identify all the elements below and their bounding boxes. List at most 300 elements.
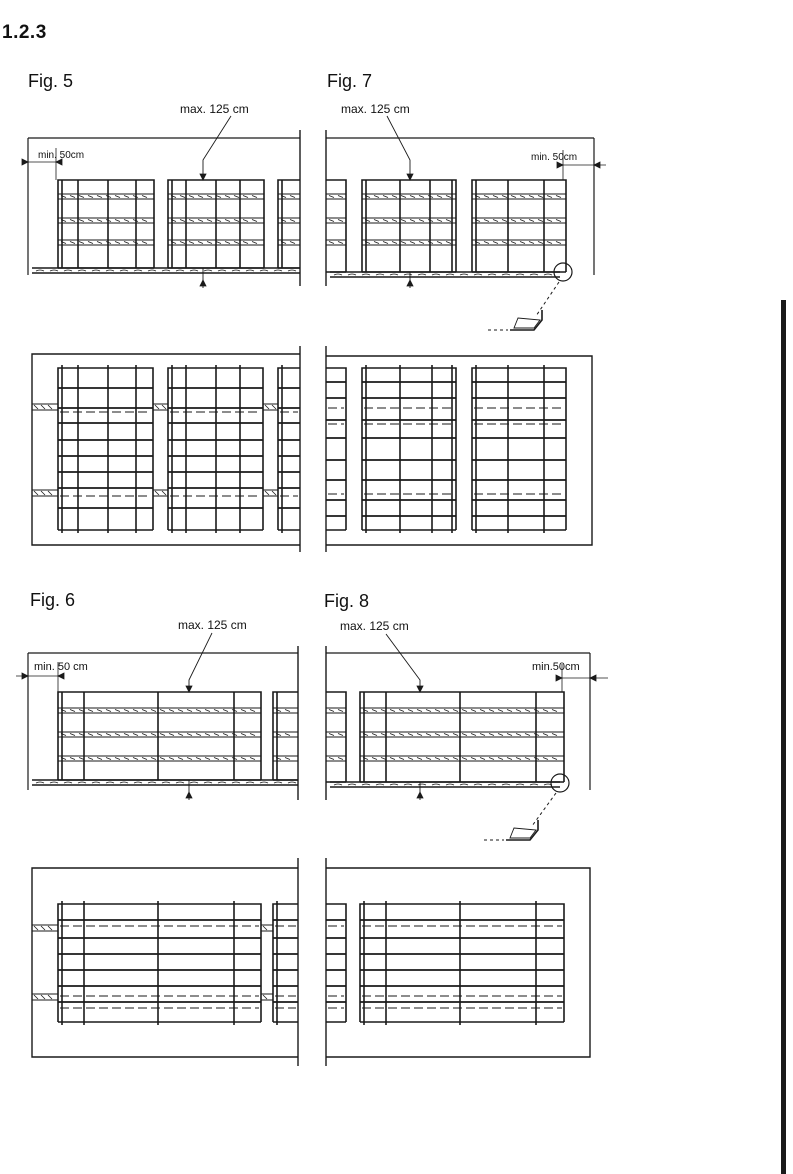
wood-grain	[162, 270, 170, 271]
strap-texture	[97, 710, 102, 712]
wood-grain	[516, 274, 524, 275]
strap-texture	[106, 758, 111, 760]
strap-texture	[214, 758, 219, 760]
strap-texture	[372, 710, 377, 712]
strap-texture	[142, 758, 147, 760]
strap-texture	[329, 220, 334, 222]
detail-leader	[532, 793, 556, 826]
stack-outline	[360, 904, 564, 1022]
strap-texture	[189, 242, 194, 244]
strap-texture	[399, 710, 404, 712]
strap-texture	[502, 220, 507, 222]
fig7-max-label: max. 125 cm	[341, 102, 410, 116]
strap-texture	[543, 734, 548, 736]
max-dim-leader	[386, 634, 420, 692]
strap-texture	[446, 220, 451, 222]
fig8-top-view	[326, 858, 590, 1066]
strap-texture	[525, 710, 530, 712]
wood-grain	[218, 270, 226, 271]
strap-texture	[223, 758, 228, 760]
wood-grain	[418, 274, 426, 275]
strap-texture	[374, 196, 379, 198]
max-dim-leader	[203, 116, 231, 180]
strap-texture	[520, 220, 525, 222]
strap-texture	[498, 758, 503, 760]
wood-grain	[148, 270, 156, 271]
strap-texture	[241, 734, 246, 736]
strap-texture	[207, 220, 212, 222]
strap-texture	[223, 734, 228, 736]
strap-texture	[493, 242, 498, 244]
strap-texture	[410, 242, 415, 244]
strap-texture	[511, 220, 516, 222]
strap-texture	[97, 220, 102, 222]
wood-grain	[148, 782, 156, 783]
wood-grain	[78, 782, 86, 783]
strap-texture	[552, 710, 557, 712]
strap-texture	[338, 196, 343, 198]
wood-grain	[418, 784, 426, 785]
strap-texture	[142, 734, 147, 736]
strap-texture	[435, 758, 440, 760]
strap-texture	[390, 734, 395, 736]
strap-texture	[408, 710, 413, 712]
fig6-max-label: max. 125 cm	[178, 618, 247, 632]
strap-texture	[484, 196, 489, 198]
strap-texture	[285, 734, 290, 736]
strap-texture	[471, 758, 476, 760]
fig5-label: Fig. 5	[28, 71, 74, 91]
strap-texture	[408, 734, 413, 736]
strap-texture	[243, 242, 248, 244]
strap-texture	[437, 196, 442, 198]
stack-outline	[58, 692, 261, 780]
strap-texture	[97, 196, 102, 198]
detail-circle	[551, 774, 569, 792]
rope-texture	[263, 926, 267, 930]
strap-texture	[142, 220, 147, 222]
wood-grain	[36, 782, 44, 783]
strap-texture	[252, 196, 257, 198]
strap-texture	[187, 710, 192, 712]
strap-texture	[207, 196, 212, 198]
wood-grain	[460, 784, 468, 785]
wood-grain	[232, 782, 240, 783]
strap-texture	[435, 710, 440, 712]
strap-texture	[520, 242, 525, 244]
strap-texture	[516, 734, 521, 736]
strap-texture	[419, 196, 424, 198]
fig5-side-view	[22, 116, 300, 288]
max-dim-leader	[189, 633, 212, 692]
wood-grain	[502, 784, 510, 785]
rope-texture	[48, 995, 52, 999]
strap-texture	[498, 734, 503, 736]
strap-texture	[419, 242, 424, 244]
strap-texture	[250, 758, 255, 760]
rope-texture	[263, 995, 267, 999]
strap-texture	[124, 734, 129, 736]
wood-grain	[120, 270, 128, 271]
strap-texture	[151, 734, 156, 736]
wood-grain	[204, 782, 212, 783]
arrow-head	[407, 280, 413, 286]
stack-outline	[472, 368, 566, 530]
stack-outline	[326, 368, 346, 530]
wood-grain	[474, 274, 482, 275]
strap-texture	[417, 734, 422, 736]
strap-texture	[225, 196, 230, 198]
strap-texture	[401, 196, 406, 198]
strap-texture	[115, 242, 120, 244]
strap-texture	[329, 758, 334, 760]
strap-texture	[142, 242, 147, 244]
strap-texture	[480, 734, 485, 736]
rope-texture	[34, 491, 38, 495]
wood-grain	[232, 270, 240, 271]
strap-texture	[88, 734, 93, 736]
strap-texture	[556, 220, 561, 222]
wood-grain	[190, 270, 198, 271]
wood-grain	[64, 782, 72, 783]
stack-outline	[58, 904, 261, 1022]
wood-grain	[106, 270, 114, 271]
strap-texture	[437, 242, 442, 244]
wood-grain	[176, 782, 184, 783]
strap-texture	[444, 758, 449, 760]
strap-texture	[124, 242, 129, 244]
fig5-min-label: min. 50cm	[38, 150, 85, 161]
wood-grain	[50, 782, 58, 783]
strap-texture	[250, 734, 255, 736]
wood-grain	[488, 784, 496, 785]
section-number: 1.2.3	[2, 22, 47, 43]
wood-grain	[530, 274, 538, 275]
fig8-min-label: min.50cm	[532, 661, 580, 673]
strap-texture	[329, 710, 334, 712]
strap-texture	[529, 242, 534, 244]
strap-texture	[507, 710, 512, 712]
strap-texture	[198, 196, 203, 198]
strap-texture	[160, 734, 165, 736]
strap-texture	[178, 710, 183, 712]
arrow-head	[22, 159, 28, 165]
wood-grain	[50, 270, 58, 271]
strap-texture	[383, 242, 388, 244]
strap-texture	[225, 242, 230, 244]
wood-grain	[120, 782, 128, 783]
strap-texture	[453, 734, 458, 736]
wood-grain	[362, 274, 370, 275]
rope-texture	[265, 491, 269, 495]
strap-texture	[133, 734, 138, 736]
arrow-head	[556, 675, 562, 681]
strap-texture	[529, 196, 534, 198]
arrow-head	[407, 174, 413, 180]
strap-texture	[252, 220, 257, 222]
strap-texture	[372, 758, 377, 760]
strap-texture	[401, 242, 406, 244]
strap-texture	[338, 734, 343, 736]
rope-texture	[41, 926, 45, 930]
strap-texture	[241, 710, 246, 712]
stack-outline	[362, 368, 456, 530]
strap-texture	[223, 710, 228, 712]
strap-texture	[338, 710, 343, 712]
rope-texture	[48, 926, 52, 930]
strap-texture	[417, 710, 422, 712]
strap-texture	[88, 710, 93, 712]
wood-grain	[260, 782, 268, 783]
wood-grain	[488, 274, 496, 275]
strap-texture	[547, 220, 552, 222]
detail-leader	[536, 282, 559, 316]
strap-texture	[525, 758, 530, 760]
strap-texture	[252, 242, 257, 244]
strap-texture	[285, 710, 290, 712]
strap-texture	[426, 734, 431, 736]
fig6-side-view	[16, 633, 298, 800]
fig6-top-view	[32, 858, 298, 1066]
wood-grain	[348, 274, 356, 275]
strap-texture	[453, 758, 458, 760]
wood-grain	[348, 784, 356, 785]
strap-texture	[507, 758, 512, 760]
wood-grain	[404, 274, 412, 275]
strap-texture	[338, 758, 343, 760]
strap-texture	[453, 710, 458, 712]
strap-texture	[160, 710, 165, 712]
strap-texture	[70, 710, 75, 712]
wood-grain	[92, 782, 100, 783]
strap-texture	[529, 220, 534, 222]
strap-texture	[392, 242, 397, 244]
stack-outline	[58, 180, 154, 268]
strap-texture	[234, 196, 239, 198]
wood-grain	[176, 270, 184, 271]
strap-texture	[462, 758, 467, 760]
rope-texture	[48, 491, 52, 495]
wood-grain	[288, 270, 296, 271]
wood-grain	[334, 784, 342, 785]
strap-texture	[538, 196, 543, 198]
strap-texture	[234, 242, 239, 244]
strap-texture	[511, 196, 516, 198]
strap-texture	[290, 196, 295, 198]
wood-grain	[474, 784, 482, 785]
rope-texture	[34, 926, 38, 930]
strap-texture	[214, 710, 219, 712]
strap-texture	[547, 242, 552, 244]
arrow-head	[186, 792, 192, 798]
wood-grain	[36, 270, 44, 271]
strap-texture	[70, 734, 75, 736]
strap-texture	[516, 758, 521, 760]
strap-texture	[285, 758, 290, 760]
wood-grain	[274, 270, 282, 271]
strap-texture	[484, 242, 489, 244]
strap-texture	[338, 220, 343, 222]
rope-texture	[162, 491, 166, 495]
strap-texture	[115, 220, 120, 222]
strap-texture	[399, 758, 404, 760]
strap-texture	[338, 242, 343, 244]
wood-grain	[460, 274, 468, 275]
strap-texture	[196, 758, 201, 760]
strap-texture	[525, 734, 530, 736]
strap-texture	[225, 220, 230, 222]
stack-outline	[58, 368, 153, 530]
strap-texture	[198, 242, 203, 244]
strap-texture	[556, 196, 561, 198]
wood-grain	[390, 784, 398, 785]
strap-texture	[88, 758, 93, 760]
strap-texture	[115, 758, 120, 760]
strap-texture	[408, 758, 413, 760]
frame	[32, 868, 298, 1057]
strap-texture	[198, 220, 203, 222]
strap-texture	[410, 196, 415, 198]
strap-texture	[489, 710, 494, 712]
arrow-head	[594, 162, 600, 168]
wood-grain	[404, 784, 412, 785]
strap-texture	[88, 220, 93, 222]
fig8-label: Fig. 8	[324, 591, 370, 611]
strap-texture	[399, 734, 404, 736]
strap-texture	[372, 734, 377, 736]
wood-grain	[288, 782, 296, 783]
strap-texture	[552, 734, 557, 736]
strap-texture	[151, 758, 156, 760]
strap-texture	[169, 758, 174, 760]
strap-texture	[70, 220, 75, 222]
strap-texture	[489, 734, 494, 736]
rope-texture	[162, 405, 166, 409]
strap-texture	[115, 710, 120, 712]
strap-texture	[142, 196, 147, 198]
strap-texture	[79, 242, 84, 244]
strap-texture	[426, 710, 431, 712]
page-edge-shadow	[781, 300, 786, 1174]
frame	[326, 868, 590, 1057]
wood-grain	[432, 784, 440, 785]
stack-outline	[326, 904, 346, 1022]
strap-texture	[446, 242, 451, 244]
strap-texture	[133, 710, 138, 712]
strap-texture	[205, 734, 210, 736]
strap-texture	[538, 220, 543, 222]
rope-texture	[265, 405, 269, 409]
strap-texture	[480, 710, 485, 712]
strap-texture	[390, 758, 395, 760]
fig5-top-view	[32, 346, 300, 552]
rope-texture	[272, 405, 276, 409]
strap-texture	[115, 196, 120, 198]
wood-grain	[362, 784, 370, 785]
strap-texture	[507, 734, 512, 736]
wood-grain	[432, 274, 440, 275]
strap-texture	[124, 220, 129, 222]
strap-texture	[97, 734, 102, 736]
fig6-min-label: min. 50 cm	[34, 661, 88, 673]
strap-texture	[444, 734, 449, 736]
strap-texture	[180, 242, 185, 244]
strap-texture	[115, 734, 120, 736]
rope-texture	[41, 405, 45, 409]
rope-texture	[34, 995, 38, 999]
strap-texture	[426, 758, 431, 760]
strap-texture	[543, 710, 548, 712]
strap-texture	[401, 220, 406, 222]
strap-texture	[88, 196, 93, 198]
strap-texture	[329, 196, 334, 198]
wood-grain	[516, 784, 524, 785]
strap-texture	[498, 710, 503, 712]
strap-texture	[471, 710, 476, 712]
wood-grain	[134, 782, 142, 783]
wood-grain	[390, 274, 398, 275]
wood-grain	[376, 784, 384, 785]
wood-grain	[64, 270, 72, 271]
strap-texture	[484, 220, 489, 222]
wood-grain	[544, 274, 552, 275]
fig7-min-label: min. 50cm	[531, 152, 578, 163]
strap-texture	[329, 242, 334, 244]
strap-texture	[556, 242, 561, 244]
strap-texture	[538, 242, 543, 244]
max-dim-leader	[387, 116, 410, 180]
wood-grain	[78, 270, 86, 271]
fig8-max-label: max. 125 cm	[340, 619, 409, 633]
strap-texture	[207, 242, 212, 244]
wood-grain	[446, 784, 454, 785]
strap-texture	[241, 758, 246, 760]
strap-texture	[462, 734, 467, 736]
fig6-label: Fig. 6	[30, 590, 76, 610]
strap-texture	[142, 710, 147, 712]
strap-texture	[552, 758, 557, 760]
arrow-head	[417, 792, 423, 798]
strap-texture	[187, 758, 192, 760]
wood-grain	[106, 782, 114, 783]
strap-texture	[205, 710, 210, 712]
rope-texture	[155, 491, 159, 495]
strap-texture	[180, 196, 185, 198]
strap-texture	[70, 758, 75, 760]
strap-texture	[196, 710, 201, 712]
wood-grain	[190, 782, 198, 783]
strap-texture	[471, 734, 476, 736]
strap-texture	[480, 758, 485, 760]
rope-texture	[41, 995, 45, 999]
strap-texture	[435, 734, 440, 736]
wood-grain	[246, 782, 254, 783]
strap-texture	[70, 196, 75, 198]
strap-texture	[187, 734, 192, 736]
arrow-head	[58, 673, 64, 679]
wood-grain	[204, 270, 212, 271]
wood-grain	[334, 274, 342, 275]
strap-texture	[124, 758, 129, 760]
strap-texture	[437, 220, 442, 222]
strap-texture	[489, 758, 494, 760]
strap-texture	[250, 710, 255, 712]
wood-grain	[446, 274, 454, 275]
strap-texture	[383, 220, 388, 222]
strap-texture	[543, 758, 548, 760]
strap-texture	[243, 220, 248, 222]
strap-texture	[106, 734, 111, 736]
